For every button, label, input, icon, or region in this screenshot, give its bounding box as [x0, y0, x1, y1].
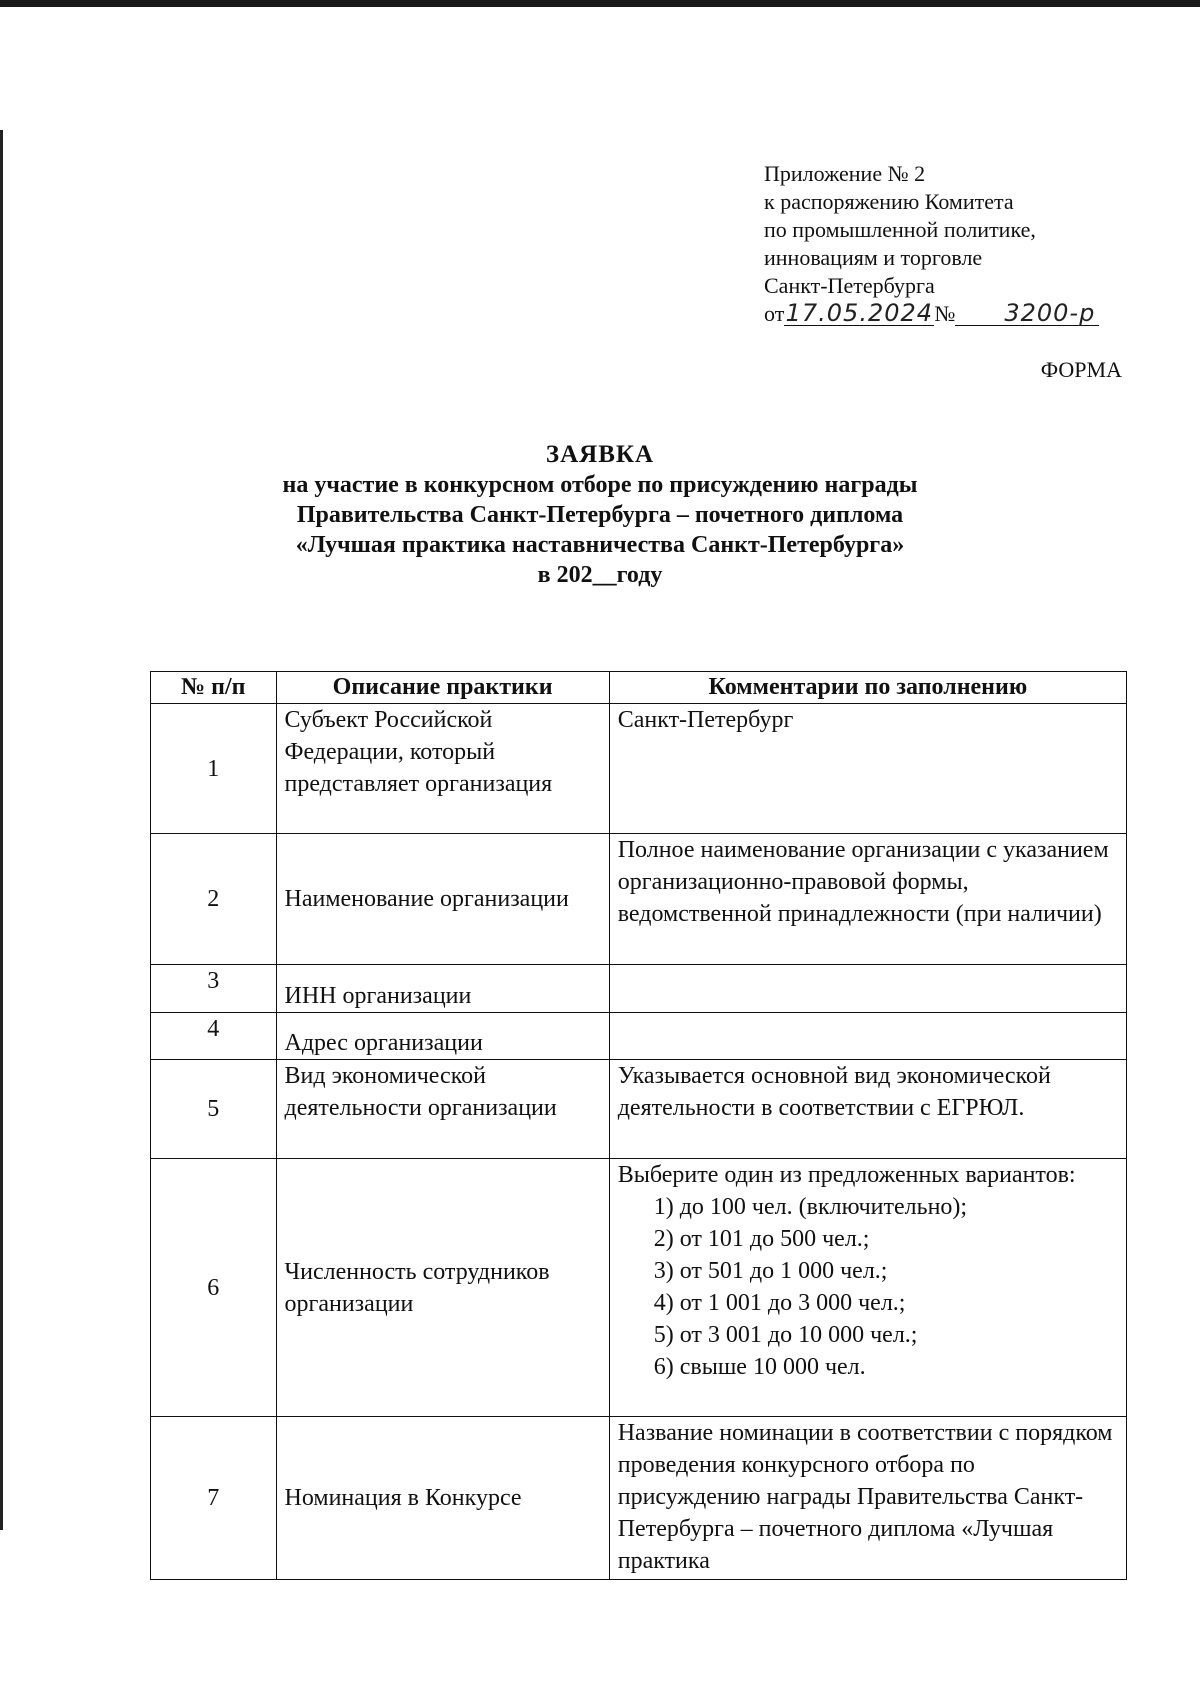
list-item	[654, 1287, 1118, 1319]
table-row	[151, 1013, 1127, 1060]
appendix-line: Приложение № 2	[764, 161, 926, 186]
row-comment	[609, 1159, 1126, 1417]
appendix-date-line	[764, 300, 1099, 328]
option-text: от 101 до 500 чел.;	[679, 1226, 870, 1252]
row-description: Адрес организации	[276, 1013, 609, 1060]
title-line: в 202__году	[537, 562, 663, 588]
date-prefix: от	[764, 301, 785, 326]
list-item	[654, 1319, 1118, 1351]
list-item	[654, 1255, 1118, 1287]
row-number: 1	[151, 704, 277, 834]
table-row	[151, 1159, 1127, 1417]
row-number: 4	[151, 1013, 277, 1060]
row-description: Номинация в Конкурсе	[276, 1417, 609, 1580]
header-number: № п/п	[151, 672, 277, 704]
row-description: Численность сотрудников организации	[276, 1159, 609, 1417]
option-text: от 501 до 1 000 чел.;	[679, 1258, 888, 1284]
option-text: свыше 10 000 чел.	[679, 1354, 866, 1380]
row-description: Наименование организации	[276, 834, 609, 965]
row-number: 6	[151, 1159, 277, 1417]
row-comment: Полное наименование организации с указанием организационно-правовой формы, ведомственной принадлежности (при наличии)	[609, 834, 1126, 965]
option-text: до 100 чел. (включительно);	[679, 1194, 968, 1220]
table-row	[151, 1060, 1127, 1159]
row-comment: Санкт-Петербург	[609, 704, 1126, 834]
row-number: 7	[151, 1417, 277, 1580]
number-prefix: №	[934, 301, 956, 326]
table-row	[151, 965, 1127, 1013]
list-item	[654, 1223, 1118, 1255]
header-description: Описание практики	[276, 672, 609, 704]
row-number: 5	[151, 1060, 277, 1159]
row-comment	[609, 965, 1126, 1013]
table-row	[151, 704, 1127, 834]
list-item	[654, 1191, 1118, 1223]
list-item	[654, 1351, 1118, 1383]
title-main: ЗАЯВКА	[545, 441, 655, 468]
option-text: от 1 001 до 3 000 чел.;	[679, 1290, 906, 1316]
handwritten-number: 3200-р	[955, 301, 1099, 326]
row-description: ИНН организации	[276, 965, 609, 1013]
appendix-line: инновациям и торговле	[764, 245, 983, 270]
table-header-row	[151, 672, 1127, 704]
title-line: на участие в конкурсном отборе по присуждению награды	[282, 472, 918, 498]
form-label: ФОРМА	[1040, 357, 1122, 382]
option-text: от 3 001 до 10 000 чел.;	[679, 1322, 918, 1348]
row-comment: Указывается основной вид экономической деятельности в соответствии с ЕГРЮЛ.	[609, 1060, 1126, 1159]
application-table	[150, 671, 1127, 1580]
table-row	[151, 834, 1127, 965]
scan-border-top	[0, 0, 1200, 7]
header-comments: Комментарии по заполнению	[609, 672, 1126, 704]
appendix-block	[764, 160, 1099, 328]
options-intro: Выберите один из предложенных вариантов:	[617, 1162, 1076, 1188]
options-list	[618, 1191, 1118, 1383]
row-comment: Название номинации в соответствии с порядком проведения конкурсного отбора по присуждению награды Правительства Санкт-Петербурга – почетного диплома «Лучшая практика	[609, 1417, 1126, 1580]
title-line: «Лучшая практика наставничества Санкт-Петербурга»	[295, 532, 905, 558]
document-title	[0, 440, 1200, 590]
scan-border-left	[0, 130, 3, 1530]
handwritten-date: 17.05.2024	[785, 299, 934, 327]
table-row	[151, 1417, 1127, 1580]
row-description: Субъект Российской Федерации, который представляет организация	[276, 704, 609, 834]
title-line: Правительства Санкт-Петербурга – почетного диплома	[296, 502, 904, 528]
appendix-line: к распоряжению Комитета	[764, 189, 1014, 214]
appendix-line: Санкт-Петербурга	[764, 273, 935, 298]
row-number: 2	[151, 834, 277, 965]
row-number: 3	[151, 965, 277, 1013]
row-comment	[609, 1013, 1126, 1060]
appendix-line: по промышленной политике,	[764, 217, 1036, 242]
row-description: Вид экономической деятельности организации	[276, 1060, 609, 1159]
